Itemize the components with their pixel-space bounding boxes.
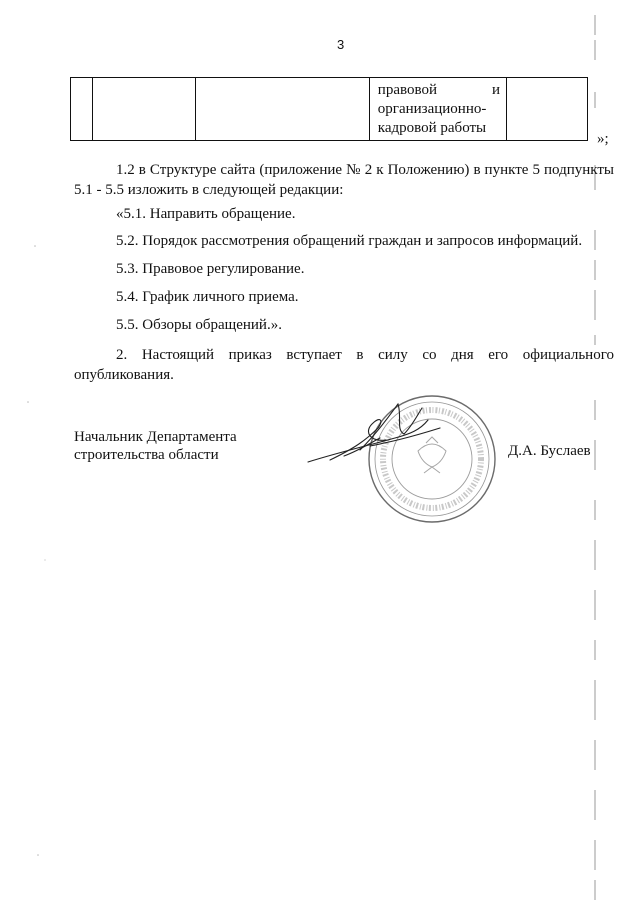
table-cell-line	[378, 81, 500, 100]
table-cell-word: правовой	[377, 82, 437, 98]
table-row	[71, 78, 588, 141]
signatory-position-line: строительства области	[74, 447, 219, 463]
closing-quote: »;	[597, 131, 609, 147]
list-item: 5.4. График личного приема.	[116, 289, 299, 305]
table-cell	[71, 78, 93, 141]
list-item: 5.2. Порядок рассмотрения обращений граждан и запросов информаций.	[116, 233, 583, 249]
handwritten-signature	[300, 390, 490, 480]
scan-edge-marks	[591, 0, 603, 905]
paragraph-2: 2. Настоящий приказ вступает в силу со дня его официального опубликования.	[74, 347, 614, 383]
table-cell	[195, 78, 369, 141]
list-item: 5.5. Обзоры обращений.».	[116, 317, 282, 333]
scan-dust-marks	[0, 0, 60, 905]
list-item: 5.3. Правовое регулирование.	[116, 261, 305, 277]
table-cell	[92, 78, 195, 141]
table-cell-word: и	[492, 82, 501, 98]
signatory-position	[74, 428, 237, 464]
signatory-position-line: Начальник Департамента	[74, 429, 237, 445]
list-item: «5.1. Направить обращение.	[116, 206, 296, 222]
table-cell-line: кадровой работы	[377, 120, 487, 136]
table-cell-department	[369, 78, 506, 141]
paragraph-1-2: 1.2 в Структуре сайта (приложение № 2 к Положению) в пункте 5 подпункты 5.1 - 5.5 изложить в следующей редакции:	[74, 162, 614, 198]
table-cell	[507, 78, 588, 141]
table-fragment	[70, 77, 588, 141]
table-cell-line: организационно-	[377, 101, 487, 117]
signatory-name: Д.А. Буслаев	[508, 443, 591, 459]
page-number: 3	[337, 37, 345, 52]
